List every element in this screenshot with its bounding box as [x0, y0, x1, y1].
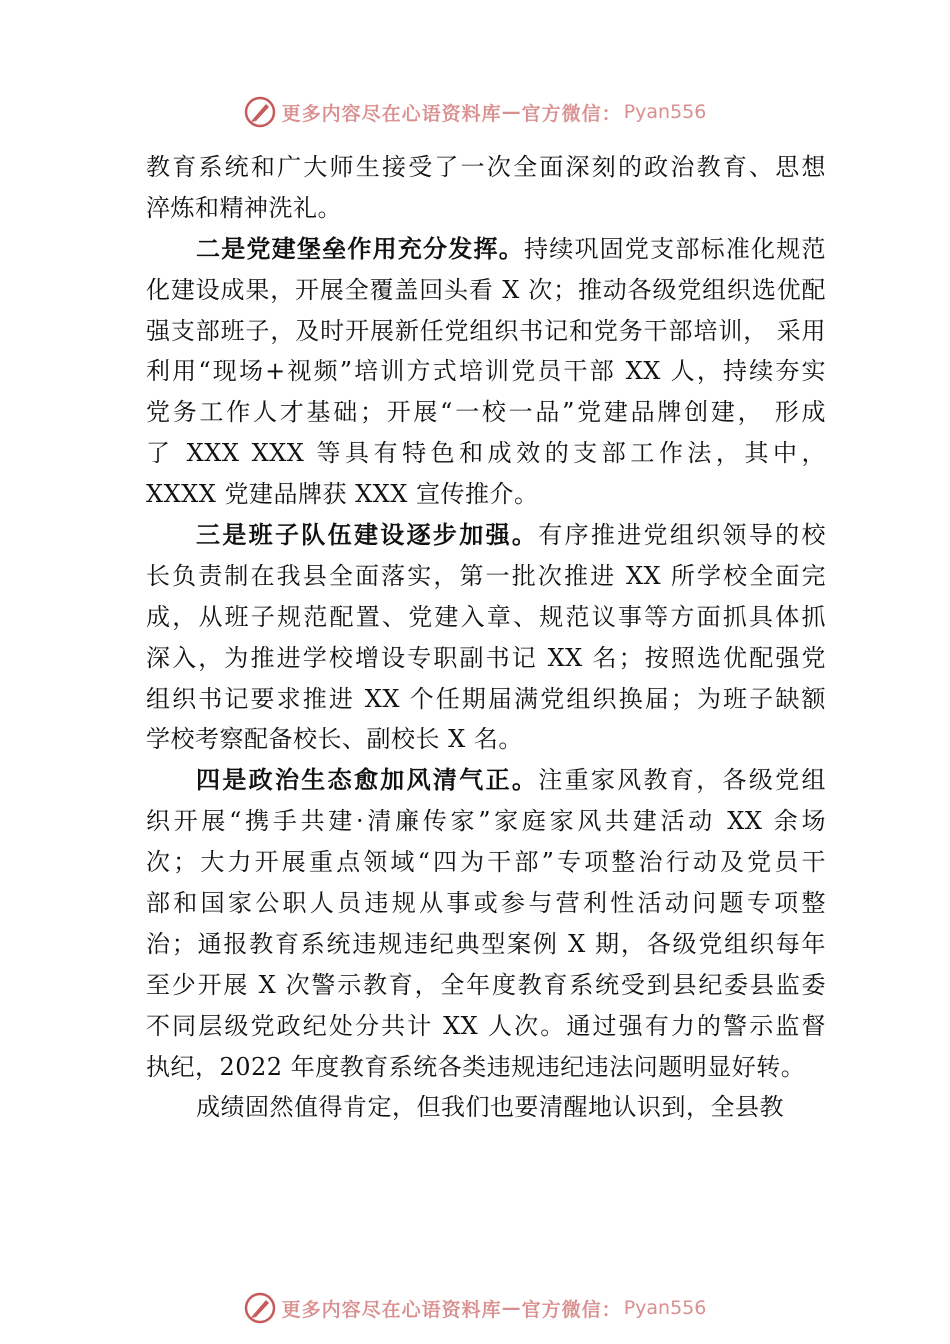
text-line: 成绩固然值得肯定，但我们也要清醒地认识到，全县教: [196, 1093, 784, 1122]
paragraph-text: 注重家风教育，各级党组: [538, 766, 827, 795]
text-line: 党务工作人才基础；开展“一校一品”党建品牌创建， 形成: [146, 398, 826, 427]
paragraph-text: 持续巩固党支部标准化规范: [523, 234, 827, 263]
pen-logo-icon: [244, 1292, 276, 1324]
text-line: 了 XXX XXX 等具有特色和成效的支部工作法，其中，: [146, 439, 826, 468]
text-line: 化建设成果，开展全覆盖回头看 X 次；推动各级党组织选优配: [146, 275, 826, 304]
watermark-text: 更多内容尽在心语资料库: [281, 1298, 502, 1321]
text-line: 组织书记要求推进 XX 个任期届满党组织换届；为班子缺额: [146, 684, 826, 713]
text-line: 淬炼和精神洗礼。: [146, 193, 342, 222]
watermark-dash: —: [501, 1297, 522, 1319]
watermark-header: [0, 96, 950, 128]
text-line: 治；通报教育系统违规违纪典型案例 X 期，各级党组织每年: [146, 929, 826, 958]
watermark-footer: [0, 1292, 950, 1324]
document-body: [146, 147, 826, 1128]
watermark-wechat-label: 官方微信：: [521, 102, 622, 125]
watermark-account: Pyan556: [623, 101, 707, 123]
text-line: 深入，为推进学校增设专职副书记 XX 名；按照选优配强党: [146, 643, 826, 672]
paragraph-first-line: [146, 229, 826, 270]
text-line: 利用“现场+视频”培训方式培训党员干部 XX 人，持续夯实: [146, 357, 826, 386]
pen-logo-icon: [244, 96, 276, 128]
text-line: 成，从班子规范配置、党建入章、规范议事等方面抓具体抓: [146, 602, 826, 631]
paragraph-first-line: [146, 515, 826, 556]
text-line: 部和国家公职人员违规从事或参与营利性活动问题专项整: [146, 889, 826, 918]
watermark-dash: —: [501, 101, 522, 123]
text-line: 教育系统和广大师生接受了一次全面深刻的政治教育、思想: [146, 153, 826, 181]
text-line: 执纪，2022 年度教育系统各类违规违纪违法问题明显好转。: [146, 1052, 806, 1081]
text-line: 至少开展 X 次警示教育，全年度教育系统受到县纪委县监委: [146, 970, 826, 999]
paragraph-text: 有序推进党组织领导的校: [538, 521, 827, 550]
text-line: 织开展“携手共建·清廉传家”家庭家风共建活动 XX 余场: [146, 807, 826, 836]
text-line: 学校考察配备校长、副校长 X 名。: [146, 725, 523, 754]
paragraph-first-line: [146, 760, 826, 801]
watermark-wechat-label: 官方微信：: [521, 1298, 622, 1321]
paragraph-heading: 四是政治生态愈加风清气正。: [196, 766, 539, 795]
paragraph-heading: 三是班子队伍建设逐步加强。: [196, 521, 539, 550]
text-line: 不同层级党政纪处分共计 XX 人次。通过强有力的警示监督: [146, 1011, 826, 1040]
paragraph-heading: 二是党建堡垒作用充分发挥。: [196, 234, 524, 263]
text-line: 强支部班子，及时开展新任党组织书记和党务干部培训， 采用: [146, 316, 826, 345]
text-line: 次；大力开展重点领域“四为干部”专项整治行动及党员干: [146, 848, 826, 877]
text-line: 长负责制在我县全面落实，第一批次推进 XX 所学校全面完: [146, 561, 826, 590]
text-line: XXXX 党建品牌获 XXX 宣传推介。: [146, 480, 539, 509]
watermark-text: 更多内容尽在心语资料库: [281, 102, 502, 125]
watermark-account: Pyan556: [623, 1297, 707, 1319]
